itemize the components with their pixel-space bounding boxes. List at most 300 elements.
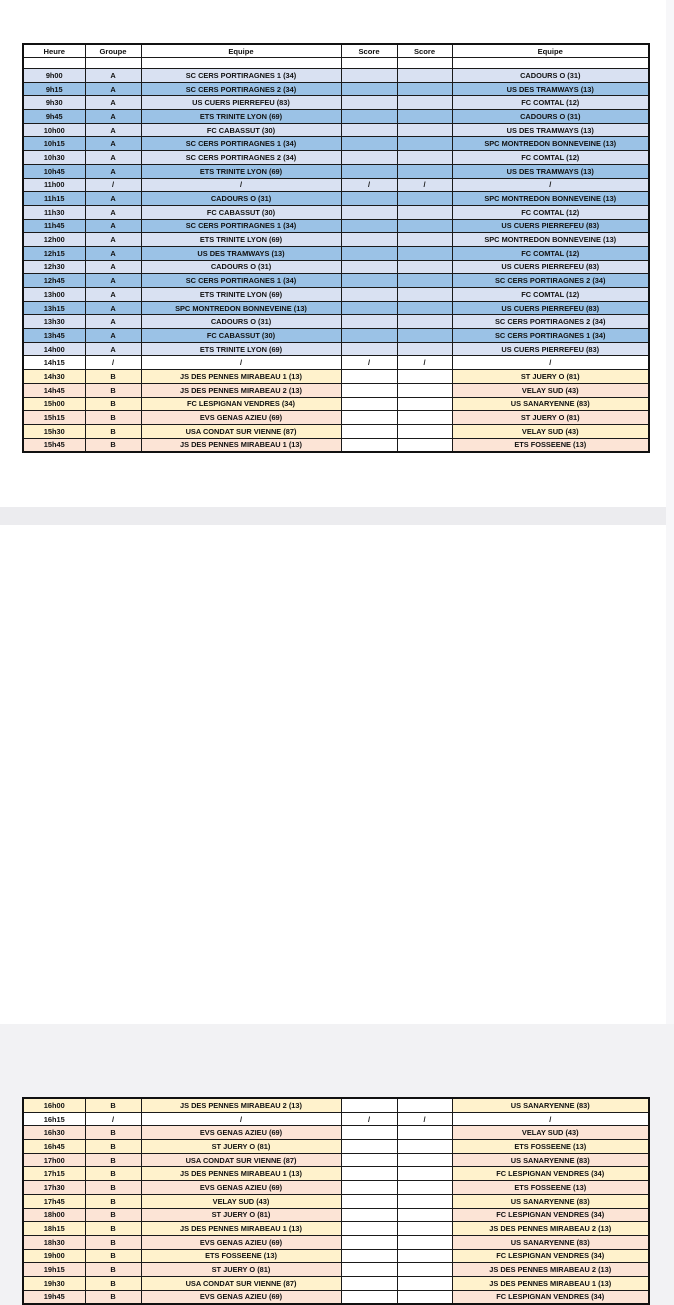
group-cell: A [85,274,141,288]
match-row [23,233,649,247]
home-score-cell [341,411,397,425]
match-row [23,1140,649,1154]
away-team-cell: ST JUERY O (81) [452,411,649,425]
time-cell: 13h00 [23,288,85,302]
away-team-cell: FC LESPIGNAN VENDRES (34) [452,1167,649,1181]
home-score-cell [341,1276,397,1290]
away-score-cell [397,1098,452,1112]
away-team-cell: US SANARYENNE (83) [452,1194,649,1208]
away-team-cell: US DES TRAMWAYS (13) [452,164,649,178]
home-team-cell: JS DES PENNES MIRABEAU 1 (13) [141,1167,341,1181]
away-team-cell: ETS FOSSEENE (13) [452,1181,649,1195]
away-score-cell [397,438,452,452]
away-score-cell [397,1263,452,1277]
group-cell: A [85,96,141,110]
away-team-cell: FC COMTAL (12) [452,246,649,260]
match-row [23,1126,649,1140]
away-team-cell: FC COMTAL (12) [452,288,649,302]
match-row [23,219,649,233]
header-equipe-away: Equipe [452,44,649,58]
home-team-cell: US CUERS PIERREFEU (83) [141,96,341,110]
away-score-cell [397,1126,452,1140]
time-cell: 15h45 [23,438,85,452]
header-score-away: Score [397,44,452,58]
match-row [23,96,649,110]
group-cell: / [85,1112,141,1126]
schedule-page-1 [0,0,666,507]
home-score-cell [341,260,397,274]
group-cell: A [85,82,141,96]
time-cell: 19h30 [23,1276,85,1290]
time-cell: 18h15 [23,1222,85,1236]
home-score-cell [341,274,397,288]
away-team-cell: SPC MONTREDON BONNEVEINE (13) [452,192,649,206]
group-cell: B [85,1249,141,1263]
away-team-cell: VELAY SUD (43) [452,383,649,397]
header-groupe: Groupe [85,44,141,58]
home-score-cell [341,329,397,343]
away-team-cell: SPC MONTREDON BONNEVEINE (13) [452,137,649,151]
away-score-cell [397,370,452,384]
away-score-cell [397,1153,452,1167]
match-row [23,192,649,206]
time-cell: 9h45 [23,110,85,124]
home-score-cell [341,164,397,178]
away-team-cell: FC COMTAL (12) [452,151,649,165]
away-team-cell: US CUERS PIERREFEU (83) [452,260,649,274]
away-score-cell [397,288,452,302]
group-cell: A [85,260,141,274]
away-score-cell [397,383,452,397]
group-cell: B [85,1194,141,1208]
away-score-cell [397,260,452,274]
home-team-cell: SC CERS PORTIRAGNES 1 (34) [141,137,341,151]
time-cell: 10h30 [23,151,85,165]
away-team-cell: JS DES PENNES MIRABEAU 2 (13) [452,1263,649,1277]
home-team-cell: ETS TRINITE LYON (69) [141,233,341,247]
match-row [23,1235,649,1249]
match-row [23,315,649,329]
home-team-cell: VELAY SUD (43) [141,1194,341,1208]
match-row [23,329,649,343]
home-score-cell [341,397,397,411]
away-team-cell: ETS FOSSEENE (13) [452,1140,649,1154]
schedule-body-page-2 [23,1098,649,1304]
home-score-cell [341,192,397,206]
away-team-cell: US CUERS PIERREFEU (83) [452,342,649,356]
schedule-body-page-1 [23,69,649,453]
home-score-cell [341,137,397,151]
away-team-cell: SC CERS PORTIRAGNES 2 (34) [452,315,649,329]
time-cell: 19h45 [23,1290,85,1304]
time-cell: 18h00 [23,1208,85,1222]
away-score-cell: / [397,1112,452,1126]
away-score-cell [397,219,452,233]
match-row [23,123,649,137]
away-score-cell [397,397,452,411]
scroll-edge [666,0,674,1024]
match-row [23,69,649,83]
header-row [23,44,649,58]
away-score-cell [397,424,452,438]
group-cell: A [85,69,141,83]
group-cell: A [85,219,141,233]
group-cell: A [85,233,141,247]
home-score-cell [341,370,397,384]
away-score-cell [397,274,452,288]
home-team-cell: EVS GENAS AZIEU (69) [141,1235,341,1249]
match-row [23,1153,649,1167]
time-cell: 19h00 [23,1249,85,1263]
away-score-cell: / [397,356,452,370]
away-score-cell [397,205,452,219]
home-score-cell [341,1181,397,1195]
home-team-cell: / [141,1112,341,1126]
group-cell: B [85,1290,141,1304]
group-cell: A [85,342,141,356]
time-cell: 10h00 [23,123,85,137]
group-cell: A [85,329,141,343]
away-team-cell: / [452,356,649,370]
away-team-cell: / [452,178,649,192]
time-cell: 11h00 [23,178,85,192]
time-cell: 17h45 [23,1194,85,1208]
group-cell: B [85,1276,141,1290]
away-score-cell [397,342,452,356]
group-cell: A [85,110,141,124]
time-cell: 12h15 [23,246,85,260]
home-score-cell [341,424,397,438]
group-cell: A [85,205,141,219]
home-team-cell: JS DES PENNES MIRABEAU 2 (13) [141,1098,341,1112]
home-team-cell: ETS TRINITE LYON (69) [141,288,341,302]
away-score-cell [397,1194,452,1208]
away-score-cell [397,411,452,425]
match-row [23,1167,649,1181]
home-team-cell: ST JUERY O (81) [141,1263,341,1277]
home-team-cell: USA CONDAT SUR VIENNE (87) [141,1276,341,1290]
group-cell: A [85,137,141,151]
home-score-cell [341,1235,397,1249]
header-spacer-row [23,58,649,69]
group-cell: / [85,356,141,370]
away-team-cell: US CUERS PIERREFEU (83) [452,301,649,315]
time-cell: 12h45 [23,274,85,288]
home-score-cell [341,123,397,137]
home-team-cell: JS DES PENNES MIRABEAU 1 (13) [141,1222,341,1236]
away-score-cell [397,315,452,329]
header-heure: Heure [23,44,85,58]
time-cell: 12h30 [23,260,85,274]
match-row [23,1249,649,1263]
group-cell: B [85,370,141,384]
home-score-cell [341,233,397,247]
match-row [23,1276,649,1290]
group-cell: B [85,1098,141,1112]
group-cell: B [85,397,141,411]
match-row [23,424,649,438]
home-score-cell [341,438,397,452]
time-cell: 16h15 [23,1112,85,1126]
home-team-cell: JS DES PENNES MIRABEAU 1 (13) [141,438,341,452]
schedule-table-evening [22,1097,650,1305]
time-cell: 17h15 [23,1167,85,1181]
away-team-cell: CADOURS O (31) [452,110,649,124]
match-row [23,1098,649,1112]
group-cell: B [85,438,141,452]
home-score-cell [341,110,397,124]
match-row [23,110,649,124]
home-score-cell [341,69,397,83]
away-score-cell [397,1222,452,1236]
match-row [23,438,649,452]
away-team-cell: SC CERS PORTIRAGNES 1 (34) [452,329,649,343]
home-team-cell: SC CERS PORTIRAGNES 1 (34) [141,69,341,83]
away-score-cell [397,96,452,110]
away-team-cell: JS DES PENNES MIRABEAU 1 (13) [452,1276,649,1290]
home-team-cell: ETS TRINITE LYON (69) [141,110,341,124]
match-row [23,1263,649,1277]
group-cell: B [85,1222,141,1236]
away-team-cell: US SANARYENNE (83) [452,1235,649,1249]
time-cell: 19h15 [23,1263,85,1277]
home-team-cell: CADOURS O (31) [141,260,341,274]
match-row [23,1222,649,1236]
home-team-cell: / [141,356,341,370]
home-team-cell: USA CONDAT SUR VIENNE (87) [141,1153,341,1167]
time-cell: 11h45 [23,219,85,233]
group-cell: A [85,246,141,260]
match-row [23,1290,649,1304]
away-score-cell [397,151,452,165]
home-score-cell: / [341,178,397,192]
home-team-cell: SC CERS PORTIRAGNES 2 (34) [141,82,341,96]
home-team-cell: USA CONDAT SUR VIENNE (87) [141,424,341,438]
group-cell: A [85,315,141,329]
home-score-cell [341,342,397,356]
away-score-cell [397,1140,452,1154]
match-row [23,288,649,302]
home-score-cell [341,1153,397,1167]
home-score-cell [341,315,397,329]
match-row [23,1112,649,1126]
home-score-cell [341,151,397,165]
away-score-cell [397,246,452,260]
time-cell: 14h30 [23,370,85,384]
match-row [23,411,649,425]
home-team-cell: CADOURS O (31) [141,315,341,329]
time-cell: 16h45 [23,1140,85,1154]
group-cell: B [85,1126,141,1140]
home-team-cell: FC CABASSUT (30) [141,123,341,137]
time-cell: 11h15 [23,192,85,206]
home-score-cell [341,96,397,110]
time-cell: 16h00 [23,1098,85,1112]
away-team-cell: FC LESPIGNAN VENDRES (34) [452,1290,649,1304]
home-team-cell: SC CERS PORTIRAGNES 1 (34) [141,219,341,233]
away-team-cell: ST JUERY O (81) [452,370,649,384]
match-row [23,205,649,219]
home-score-cell: / [341,1112,397,1126]
home-team-cell: ETS TRINITE LYON (69) [141,164,341,178]
match-row [23,82,649,96]
home-team-cell: ST JUERY O (81) [141,1208,341,1222]
away-team-cell: CADOURS O (31) [452,69,649,83]
time-cell: 15h30 [23,424,85,438]
home-team-cell: EVS GENAS AZIEU (69) [141,411,341,425]
match-row [23,383,649,397]
group-cell: B [85,1208,141,1222]
home-score-cell [341,1263,397,1277]
group-cell: A [85,192,141,206]
group-cell: B [85,424,141,438]
away-score-cell [397,137,452,151]
away-score-cell [397,123,452,137]
home-team-cell: CADOURS O (31) [141,192,341,206]
away-score-cell [397,1167,452,1181]
time-cell: 13h30 [23,315,85,329]
group-cell: B [85,1235,141,1249]
group-cell: A [85,288,141,302]
home-score-cell [341,1098,397,1112]
group-cell: B [85,1263,141,1277]
time-cell: 14h15 [23,356,85,370]
home-score-cell [341,301,397,315]
away-score-cell [397,233,452,247]
home-score-cell [341,1194,397,1208]
schedule-page-2 [0,525,666,1302]
home-score-cell [341,1208,397,1222]
time-cell: 15h15 [23,411,85,425]
away-team-cell: / [452,1112,649,1126]
home-team-cell: FC LESPIGNAN VENDRES (34) [141,397,341,411]
time-cell: 9h00 [23,69,85,83]
match-row [23,164,649,178]
away-score-cell [397,1208,452,1222]
time-cell: 11h30 [23,205,85,219]
away-team-cell: ETS FOSSEENE (13) [452,438,649,452]
home-team-cell: US DES TRAMWAYS (13) [141,246,341,260]
home-team-cell: ETS TRINITE LYON (69) [141,342,341,356]
match-row [23,397,649,411]
away-team-cell: FC LESPIGNAN VENDRES (34) [452,1249,649,1263]
match-row [23,137,649,151]
match-row [23,301,649,315]
home-score-cell [341,1290,397,1304]
time-cell: 9h15 [23,82,85,96]
group-cell: / [85,178,141,192]
home-score-cell [341,205,397,219]
home-team-cell: EVS GENAS AZIEU (69) [141,1126,341,1140]
match-row [23,246,649,260]
away-score-cell [397,329,452,343]
away-score-cell [397,1276,452,1290]
home-score-cell: / [341,356,397,370]
away-team-cell: US SANARYENNE (83) [452,397,649,411]
away-team-cell: US SANARYENNE (83) [452,1153,649,1167]
match-row [23,1208,649,1222]
header-equipe-home: Equipe [141,44,341,58]
match-row [23,356,649,370]
time-cell: 15h00 [23,397,85,411]
home-score-cell [341,1249,397,1263]
home-team-cell: SC CERS PORTIRAGNES 1 (34) [141,274,341,288]
home-team-cell: EVS GENAS AZIEU (69) [141,1181,341,1195]
away-score-cell [397,1235,452,1249]
home-team-cell: SC CERS PORTIRAGNES 2 (34) [141,151,341,165]
group-cell: A [85,151,141,165]
away-score-cell [397,1181,452,1195]
away-team-cell: US DES TRAMWAYS (13) [452,123,649,137]
away-team-cell: VELAY SUD (43) [452,424,649,438]
match-row [23,151,649,165]
time-cell: 18h30 [23,1235,85,1249]
match-row [23,178,649,192]
group-cell: A [85,123,141,137]
home-score-cell [341,383,397,397]
home-team-cell: ST JUERY O (81) [141,1140,341,1154]
group-cell: B [85,1167,141,1181]
home-score-cell [341,1140,397,1154]
time-cell: 10h45 [23,164,85,178]
group-cell: B [85,411,141,425]
away-team-cell: SC CERS PORTIRAGNES 2 (34) [452,274,649,288]
home-score-cell [341,288,397,302]
away-team-cell: JS DES PENNES MIRABEAU 2 (13) [452,1222,649,1236]
home-score-cell [341,82,397,96]
away-score-cell [397,192,452,206]
away-score-cell [397,1249,452,1263]
home-team-cell: JS DES PENNES MIRABEAU 2 (13) [141,383,341,397]
group-cell: A [85,164,141,178]
home-score-cell [341,1222,397,1236]
away-team-cell: US DES TRAMWAYS (13) [452,82,649,96]
away-score-cell [397,69,452,83]
match-row [23,342,649,356]
away-team-cell: FC COMTAL (12) [452,205,649,219]
away-team-cell: VELAY SUD (43) [452,1126,649,1140]
away-score-cell [397,110,452,124]
away-team-cell: FC COMTAL (12) [452,96,649,110]
time-cell: 17h00 [23,1153,85,1167]
home-team-cell: SPC MONTREDON BONNEVEINE (13) [141,301,341,315]
group-cell: B [85,1140,141,1154]
away-team-cell: SPC MONTREDON BONNEVEINE (13) [452,233,649,247]
group-cell: B [85,1153,141,1167]
time-cell: 12h00 [23,233,85,247]
home-team-cell: EVS GENAS AZIEU (69) [141,1290,341,1304]
schedule-table-morning [22,43,650,453]
home-score-cell [341,246,397,260]
home-score-cell [341,1126,397,1140]
away-score-cell [397,164,452,178]
time-cell: 16h30 [23,1126,85,1140]
group-cell: A [85,301,141,315]
time-cell: 10h15 [23,137,85,151]
time-cell: 14h00 [23,342,85,356]
match-row [23,1181,649,1195]
home-team-cell: FC CABASSUT (30) [141,329,341,343]
time-cell: 13h15 [23,301,85,315]
home-team-cell: ETS FOSSEENE (13) [141,1249,341,1263]
time-cell: 14h45 [23,383,85,397]
time-cell: 17h30 [23,1181,85,1195]
away-score-cell [397,1290,452,1304]
home-team-cell: FC CABASSUT (30) [141,205,341,219]
home-team-cell: JS DES PENNES MIRABEAU 1 (13) [141,370,341,384]
time-cell: 13h45 [23,329,85,343]
home-team-cell: / [141,178,341,192]
